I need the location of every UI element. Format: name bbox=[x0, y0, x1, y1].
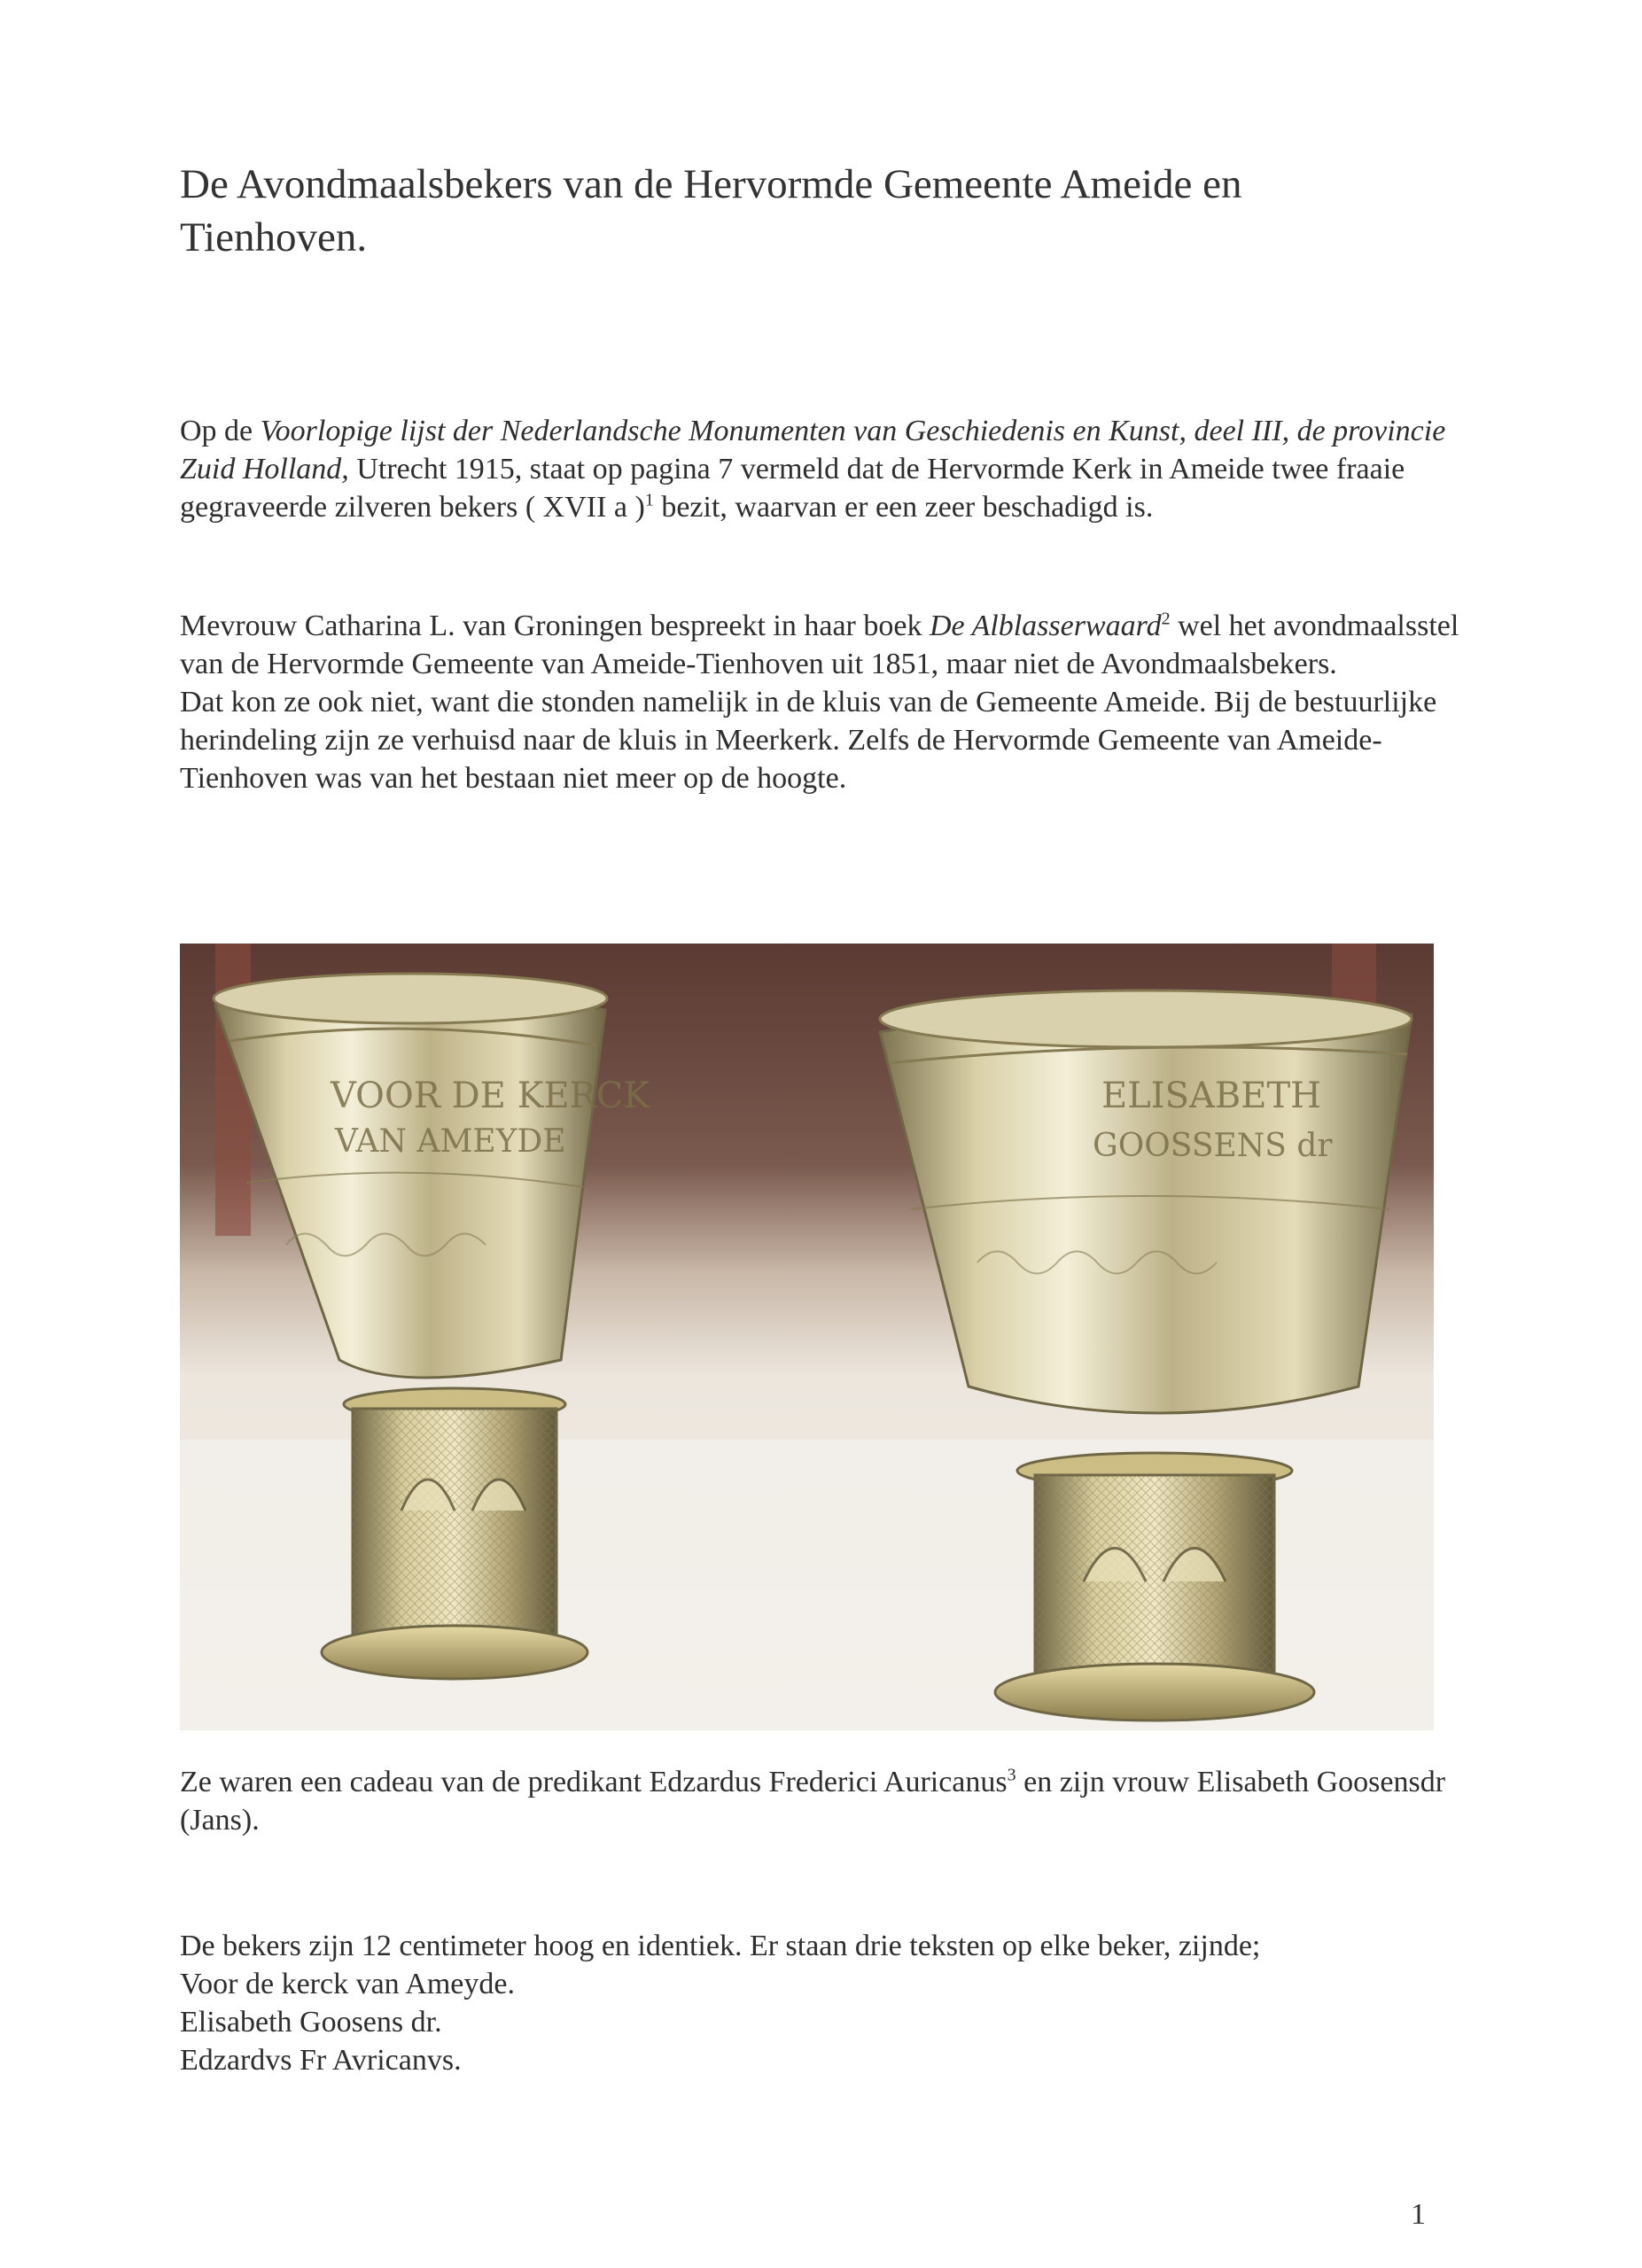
p1-italic-title: Voorlopige lijst der Nederlandsche Monumenten van Geschiedenis en Kunst, deel III, de provincie Zuid Holland, bbox=[180, 415, 1446, 485]
p2-rest: wel het avondmaalsstel van de Hervormde Gemeente van Ameide-Tienhoven uit 1851, maar niet de Avondmaalsbekers. bbox=[180, 610, 1459, 680]
p2-continuation: Dat kon ze ook niet, want die stonden namelijk in de kluis van de Gemeente Ameide. Bij de bestuurlijke herindeling zijn ze verhuisd naar de kluis in Meerkerk. Zelfs de Hervormde Gemeente van Ameide-Tienhoven was van het bestaan niet meer op de hoogte. bbox=[180, 686, 1437, 795]
right-cup-inscription-1: ELISABETH bbox=[1101, 1076, 1322, 1116]
paragraph-gift bbox=[180, 1763, 1474, 1839]
paragraph-inscriptions bbox=[180, 1927, 1474, 2079]
p2-italic-book: De Alblasserwaard bbox=[929, 610, 1162, 642]
right-cup-inscription-2: GOOSSENS dr bbox=[1093, 1128, 1333, 1164]
p1-rest-before: Utrecht 1915, staat op pagina 7 vermeld dat de Hervormde Kerk in Ameide twee fraaie gegraveerde zilveren bekers ( XVII a ) bbox=[180, 453, 1405, 524]
p4-intro: De bekers zijn 12 centimeter hoog en identiek. Er staan drie teksten op elke beker, zijnde; bbox=[180, 1930, 1261, 1962]
left-cup-inscription-2: VAN AMEYDE bbox=[335, 1123, 566, 1160]
p1-prefix: Op de bbox=[180, 415, 261, 447]
left-cup-inscription-1: VOOR DE KERCK bbox=[331, 1076, 650, 1116]
paragraph-van-groningen bbox=[180, 607, 1474, 797]
inscription-text-3: Edzardvs Fr Avricanvs. bbox=[180, 2044, 462, 2077]
inscription-text-2: Elisabeth Goosens dr. bbox=[180, 2006, 442, 2039]
inscription-text-1: Voor de kerck van Ameyde. bbox=[180, 1968, 515, 2000]
p1-rest-after: bezit, waarvan er een zeer beschadigd is. bbox=[653, 491, 1154, 524]
footnote-ref-1: 1 bbox=[644, 490, 654, 510]
document-title bbox=[180, 158, 1438, 264]
p3-before: Ze waren een cadeau van de predikant Edzardus Frederici Auricanus bbox=[180, 1766, 1008, 1798]
communion-cups-illustration bbox=[180, 944, 1434, 1730]
paragraph-monument-list bbox=[180, 412, 1474, 526]
footnote-ref-2: 2 bbox=[1161, 609, 1171, 629]
title-line-2: Tienhoven. bbox=[180, 214, 368, 260]
page-number: 1 bbox=[1411, 2198, 1426, 2231]
footnote-ref-3: 3 bbox=[1007, 1765, 1016, 1785]
title-line-1: De Avondmaalsbekers van de Hervormde Gemeente Ameide en bbox=[180, 161, 1242, 207]
p2-prefix: Mevrouw Catharina L. van Groningen bespreekt in haar boek bbox=[180, 610, 930, 642]
p3-after: en zijn vrouw Elisabeth Goosensdr (Jans). bbox=[180, 1766, 1446, 1837]
photo-communion-cups bbox=[180, 944, 1434, 1730]
